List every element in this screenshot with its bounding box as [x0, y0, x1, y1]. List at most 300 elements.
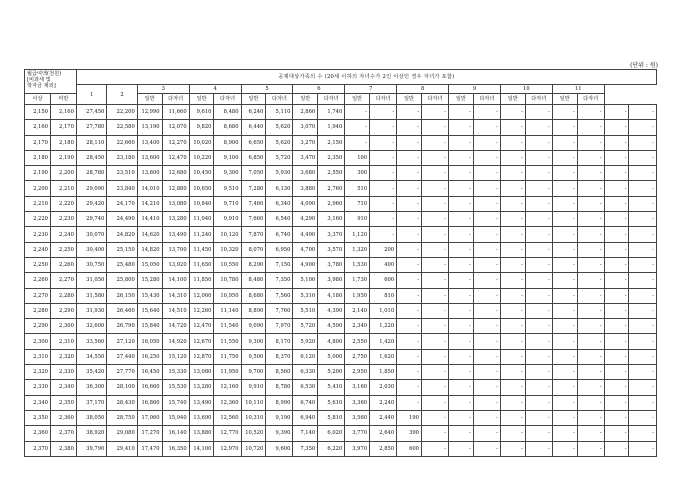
tax-amount-cell: 8,480: [214, 105, 241, 120]
tax-amount-cell: 6,120: [293, 349, 318, 364]
tax-amount-cell: -: [421, 380, 448, 395]
table-row: [25, 410, 657, 425]
multichild-header: 다자녀: [266, 94, 293, 105]
tax-amount-cell: 10,110: [241, 395, 266, 410]
tax-amount-cell: -: [525, 166, 552, 181]
tax-amount-cell: 14,410: [137, 212, 162, 227]
table-row: [25, 257, 657, 272]
tax-amount-cell: 4,700: [293, 242, 318, 257]
tax-amount-cell: 1,120: [345, 227, 370, 242]
tax-amount-cell: 10,220: [189, 150, 214, 165]
tax-amount-cell: -: [525, 410, 552, 425]
tax-amount-cell: -: [629, 196, 657, 211]
tax-amount-cell: 8,170: [266, 334, 293, 349]
tax-amount-cell: -: [604, 105, 629, 120]
tax-amount-cell: -: [397, 242, 422, 257]
income-bound-cell: 2,310: [25, 349, 51, 364]
income-bound-cell: 2,360: [25, 426, 51, 441]
tax-amount-cell: 16,050: [137, 334, 162, 349]
tax-amount-cell: 6,020: [318, 426, 345, 441]
table-row: [25, 441, 657, 456]
tax-amount-cell: -: [421, 426, 448, 441]
general-header: 일반: [137, 94, 162, 105]
tax-amount-cell: 15,640: [137, 303, 162, 318]
tax-amount-cell: 5,610: [318, 395, 345, 410]
table-row: [25, 395, 657, 410]
tax-amount-cell: 30,400: [76, 242, 106, 257]
family-count-row: [25, 85, 657, 94]
tax-amount-cell: -: [552, 227, 577, 242]
tax-amount-cell: -: [370, 212, 397, 227]
tax-amount-cell: -: [552, 410, 577, 425]
col-above-header: 이상: [25, 94, 51, 105]
tax-amount-cell: 10,550: [214, 257, 241, 272]
family-count-2: 2: [107, 85, 137, 105]
general-header: 일반: [241, 94, 266, 105]
tax-amount-cell: 22,580: [107, 120, 137, 135]
tax-amount-cell: -: [500, 120, 525, 135]
tax-amount-cell: 3,160: [318, 212, 345, 227]
multichild-header: 다자녀: [473, 94, 500, 105]
tax-amount-cell: 8,370: [266, 349, 293, 364]
tax-amount-cell: -: [629, 334, 657, 349]
tax-amount-cell: 9,710: [214, 196, 241, 211]
tax-amount-cell: -: [345, 120, 370, 135]
tax-amount-cell: -: [449, 150, 474, 165]
table-row: [25, 212, 657, 227]
tax-amount-cell: -: [525, 426, 552, 441]
tax-amount-cell: -: [421, 395, 448, 410]
tax-amount-cell: 14,010: [137, 181, 162, 196]
tax-amount-cell: 25,800: [107, 273, 137, 288]
tax-amount-cell: -: [525, 319, 552, 334]
tax-amount-cell: 5,720: [266, 150, 293, 165]
tax-amount-cell: 12,990: [137, 105, 162, 120]
tax-amount-cell: 6,240: [241, 105, 266, 120]
tax-amount-cell: 9,910: [241, 380, 266, 395]
income-bound-cell: 2,370: [50, 426, 76, 441]
tax-amount-cell: -: [397, 105, 422, 120]
tax-amount-cell: 3,370: [318, 227, 345, 242]
tax-amount-cell: 12,260: [189, 303, 214, 318]
tax-amount-cell: -: [500, 380, 525, 395]
tax-amount-cell: -: [604, 212, 629, 227]
tax-amount-cell: -: [577, 196, 604, 211]
income-bound-cell: 2,190: [25, 166, 51, 181]
tax-amount-cell: -: [421, 349, 448, 364]
tax-amount-cell: -: [345, 135, 370, 150]
tax-amount-cell: -: [552, 365, 577, 380]
withholding-tax-table: [24, 69, 657, 457]
family-count-3: 3: [137, 85, 189, 94]
tax-amount-cell: -: [473, 441, 500, 456]
tax-amount-cell: -: [500, 410, 525, 425]
tax-amount-cell: 1,850: [370, 365, 397, 380]
tax-amount-cell: 6,740: [293, 395, 318, 410]
tax-amount-cell: -: [525, 120, 552, 135]
tax-amount-cell: -: [604, 196, 629, 211]
tax-amount-cell: -: [473, 380, 500, 395]
income-bound-cell: 2,220: [25, 212, 51, 227]
tax-amount-cell: 13,490: [162, 227, 189, 242]
tax-amount-cell: -: [552, 303, 577, 318]
tax-amount-cell: -: [397, 395, 422, 410]
tax-amount-cell: -: [525, 273, 552, 288]
family-count-6: 6: [293, 85, 345, 94]
tax-amount-cell: 3,560: [345, 410, 370, 425]
tax-amount-cell: -: [397, 196, 422, 211]
tax-amount-cell: -: [473, 334, 500, 349]
multichild-header: 다자녀: [525, 94, 552, 105]
tax-amount-cell: 1,730: [345, 273, 370, 288]
tax-amount-cell: 6,940: [293, 410, 318, 425]
tax-amount-cell: 14,510: [162, 303, 189, 318]
tax-amount-cell: -: [421, 334, 448, 349]
tax-amount-cell: -: [629, 135, 657, 150]
tax-amount-cell: -: [604, 365, 629, 380]
tax-amount-cell: -: [397, 166, 422, 181]
tax-amount-cell: -: [397, 380, 422, 395]
tax-amount-cell: 390: [397, 426, 422, 441]
tax-amount-cell: 14,720: [162, 319, 189, 334]
tax-amount-cell: 2,960: [318, 196, 345, 211]
tax-amount-cell: 5,620: [266, 120, 293, 135]
tax-amount-cell: -: [449, 441, 474, 456]
tax-amount-cell: -: [397, 181, 422, 196]
tax-amount-cell: -: [421, 212, 448, 227]
family-count-10: 10: [500, 85, 552, 94]
family-count-1: 1: [76, 85, 106, 105]
tax-amount-cell: 8,990: [266, 395, 293, 410]
tax-amount-cell: -: [552, 242, 577, 257]
tax-amount-cell: -: [500, 334, 525, 349]
tax-amount-cell: 4,590: [318, 319, 345, 334]
income-bound-cell: 2,320: [25, 365, 51, 380]
tax-amount-cell: 13,190: [137, 120, 162, 135]
tax-amount-cell: -: [629, 426, 657, 441]
tax-amount-cell: 15,280: [137, 273, 162, 288]
tax-amount-cell: -: [473, 135, 500, 150]
tax-amount-cell: 2,550: [345, 334, 370, 349]
table-row: [25, 227, 657, 242]
tax-amount-cell: 12,470: [162, 150, 189, 165]
tax-amount-cell: 11,540: [214, 319, 241, 334]
income-bound-cell: 2,280: [50, 288, 76, 303]
tax-amount-cell: -: [449, 273, 474, 288]
tax-amount-cell: 8,480: [241, 273, 266, 288]
tax-amount-cell: 31,050: [76, 273, 106, 288]
tax-amount-cell: 7,870: [241, 227, 266, 242]
tax-amount-cell: -: [577, 288, 604, 303]
tax-amount-cell: -: [604, 257, 629, 272]
tax-amount-cell: 10,310: [241, 410, 266, 425]
general-header: 일반: [500, 94, 525, 105]
tax-amount-cell: 14,100: [162, 273, 189, 288]
table-row: [25, 150, 657, 165]
tax-amount-cell: 3,470: [293, 150, 318, 165]
tax-amount-cell: 400: [370, 257, 397, 272]
tax-amount-cell: 3,770: [345, 426, 370, 441]
family-count-8: 8: [397, 85, 449, 94]
tax-amount-cell: 12,160: [214, 380, 241, 395]
table-row: [25, 273, 657, 288]
tax-amount-cell: 3,270: [293, 135, 318, 150]
tax-amount-cell: 15,050: [137, 257, 162, 272]
tax-amount-cell: -: [500, 105, 525, 120]
tax-amount-cell: 23,180: [107, 150, 137, 165]
tax-amount-cell: -: [473, 242, 500, 257]
tax-amount-cell: -: [397, 135, 422, 150]
tax-amount-cell: -: [604, 120, 629, 135]
tax-amount-cell: -: [552, 150, 577, 165]
tax-amount-cell: -: [552, 212, 577, 227]
tax-amount-cell: 30,750: [76, 257, 106, 272]
tax-amount-cell: 27,780: [76, 120, 106, 135]
tax-amount-cell: 10,320: [214, 242, 241, 257]
tax-amount-cell: -: [604, 181, 629, 196]
tax-amount-cell: -: [552, 380, 577, 395]
tax-amount-cell: -: [397, 319, 422, 334]
tax-amount-cell: -: [449, 181, 474, 196]
tax-amount-cell: 14,620: [137, 227, 162, 242]
tax-amount-cell: 13,690: [189, 410, 214, 425]
tax-amount-cell: 15,840: [137, 319, 162, 334]
tax-amount-cell: -: [449, 365, 474, 380]
tax-amount-cell: 5,410: [318, 380, 345, 395]
tax-amount-cell: 14,310: [162, 288, 189, 303]
tax-amount-cell: -: [552, 288, 577, 303]
tax-amount-cell: 28,450: [76, 150, 106, 165]
tax-amount-cell: 8,780: [266, 380, 293, 395]
tax-amount-cell: 9,100: [214, 150, 241, 165]
tax-amount-cell: -: [421, 365, 448, 380]
table-row: [25, 365, 657, 380]
tax-amount-cell: 1,220: [370, 319, 397, 334]
multichild-header: 다자녀: [577, 94, 604, 105]
income-bound-cell: 2,160: [25, 120, 51, 135]
tax-amount-cell: -: [604, 273, 629, 288]
tax-amount-cell: -: [604, 334, 629, 349]
income-bound-cell: 2,270: [50, 273, 76, 288]
tax-amount-cell: 22,200: [107, 105, 137, 120]
tax-amount-cell: -: [449, 288, 474, 303]
tax-amount-cell: 29,740: [76, 212, 106, 227]
tax-amount-cell: -: [370, 105, 397, 120]
tax-amount-cell: 16,140: [162, 426, 189, 441]
tax-amount-cell: 5,000: [318, 349, 345, 364]
tax-amount-cell: 23,840: [107, 181, 137, 196]
tax-amount-cell: 2,860: [293, 105, 318, 120]
tax-amount-cell: -: [449, 319, 474, 334]
tax-amount-cell: 3,680: [293, 166, 318, 181]
tax-amount-cell: -: [525, 242, 552, 257]
tax-amount-cell: 11,850: [189, 273, 214, 288]
income-bound-cell: 2,330: [50, 365, 76, 380]
tax-amount-cell: -: [500, 365, 525, 380]
table-row: [25, 181, 657, 196]
tax-amount-cell: 3,570: [318, 242, 345, 257]
tax-amount-cell: -: [449, 380, 474, 395]
income-bound-cell: 2,230: [50, 212, 76, 227]
tax-amount-cell: 13,080: [189, 365, 214, 380]
tax-amount-cell: -: [473, 273, 500, 288]
table-row: [25, 319, 657, 334]
tax-amount-cell: -: [421, 288, 448, 303]
tax-amount-cell: 810: [370, 288, 397, 303]
tax-amount-cell: -: [552, 135, 577, 150]
tax-amount-cell: -: [370, 181, 397, 196]
tax-amount-cell: 5,100: [293, 273, 318, 288]
tax-amount-cell: -: [449, 227, 474, 242]
tax-amount-cell: -: [421, 441, 448, 456]
tax-amount-cell: -: [473, 426, 500, 441]
tax-amount-cell: -: [370, 166, 397, 181]
tax-amount-cell: 17,270: [137, 426, 162, 441]
tax-amount-cell: -: [577, 395, 604, 410]
tax-amount-cell: -: [370, 227, 397, 242]
tax-amount-cell: -: [525, 380, 552, 395]
tax-amount-cell: -: [577, 426, 604, 441]
tax-amount-cell: 8,290: [241, 257, 266, 272]
income-bound-cell: 2,210: [50, 181, 76, 196]
income-bound-cell: 2,150: [25, 105, 51, 120]
tax-amount-cell: 2,550: [318, 166, 345, 181]
tax-amount-cell: 13,490: [189, 395, 214, 410]
income-bound-cell: 2,250: [50, 242, 76, 257]
income-bound-cell: 2,380: [50, 441, 76, 456]
tax-amount-cell: 12,770: [214, 426, 241, 441]
tax-amount-cell: 34,550: [76, 349, 106, 364]
tax-amount-cell: 1,320: [345, 242, 370, 257]
income-bound-cell: 2,370: [25, 441, 51, 456]
tax-amount-cell: -: [449, 349, 474, 364]
tax-amount-cell: 26,150: [107, 288, 137, 303]
tax-amount-cell: 13,700: [162, 242, 189, 257]
tax-amount-cell: 24,170: [107, 196, 137, 211]
tax-amount-cell: -: [370, 120, 397, 135]
tax-amount-cell: 5,510: [293, 303, 318, 318]
tax-amount-cell: -: [577, 150, 604, 165]
tax-amount-cell: 30,070: [76, 227, 106, 242]
tax-amount-cell: 12,060: [189, 288, 214, 303]
income-bound-cell: 2,200: [25, 181, 51, 196]
tax-amount-cell: 7,050: [241, 166, 266, 181]
tax-amount-cell: 14,100: [189, 441, 214, 456]
income-bound-cell: 2,240: [50, 227, 76, 242]
income-bound-cell: 2,300: [25, 334, 51, 349]
tax-amount-cell: 1,530: [345, 257, 370, 272]
tax-amount-cell: -: [577, 257, 604, 272]
tax-amount-cell: -: [525, 196, 552, 211]
tax-amount-cell: -: [473, 181, 500, 196]
tax-amount-cell: -: [473, 105, 500, 120]
tax-amount-cell: 1,010: [370, 303, 397, 318]
table-row: [25, 242, 657, 257]
tax-amount-cell: 15,430: [137, 288, 162, 303]
tax-amount-cell: 39,790: [76, 441, 106, 456]
tax-amount-cell: -: [577, 349, 604, 364]
tax-amount-cell: 9,910: [214, 212, 241, 227]
tax-amount-cell: 300: [345, 166, 370, 181]
tax-amount-cell: 5,620: [266, 135, 293, 150]
income-bound-cell: 2,300: [50, 319, 76, 334]
tax-amount-cell: 9,390: [266, 426, 293, 441]
tax-amount-cell: 28,110: [76, 135, 106, 150]
tax-amount-cell: -: [604, 135, 629, 150]
tax-amount-cell: -: [577, 441, 604, 456]
tax-amount-cell: 7,350: [266, 273, 293, 288]
tax-amount-cell: -: [577, 135, 604, 150]
income-bound-cell: 2,290: [50, 303, 76, 318]
tax-amount-cell: -: [449, 135, 474, 150]
income-title-line: [비과세 및: [27, 77, 51, 83]
tax-amount-cell: -: [500, 227, 525, 242]
tax-amount-cell: -: [577, 410, 604, 425]
tax-amount-cell: 12,560: [214, 410, 241, 425]
income-bound-cell: 2,360: [50, 410, 76, 425]
tax-amount-cell: 15,940: [162, 410, 189, 425]
tax-amount-cell: -: [500, 166, 525, 181]
tax-amount-cell: 3,780: [318, 257, 345, 272]
tax-amount-cell: 16,660: [137, 380, 162, 395]
tax-amount-cell: -: [473, 365, 500, 380]
income-bound-cell: 2,310: [50, 334, 76, 349]
tax-amount-cell: 12,360: [214, 395, 241, 410]
tax-amount-cell: 7,140: [293, 426, 318, 441]
tax-amount-cell: 7,660: [241, 212, 266, 227]
tax-amount-cell: 7,760: [266, 303, 293, 318]
tax-amount-cell: -: [629, 273, 657, 288]
tax-amount-cell: 28,750: [107, 410, 137, 425]
tax-table-body: [25, 105, 657, 457]
tax-amount-cell: -: [629, 242, 657, 257]
tax-amount-cell: -: [397, 212, 422, 227]
tax-amount-cell: 7,350: [293, 441, 318, 456]
tax-amount-cell: -: [525, 334, 552, 349]
tax-amount-cell: 17,470: [137, 441, 162, 456]
tax-amount-cell: 13,280: [189, 380, 214, 395]
tax-amount-cell: 3,980: [318, 273, 345, 288]
tax-amount-cell: -: [552, 319, 577, 334]
tax-amount-cell: -: [421, 105, 448, 120]
tax-amount-cell: 10,950: [214, 288, 241, 303]
tax-amount-cell: -: [604, 380, 629, 395]
tax-amount-cell: -: [449, 166, 474, 181]
income-title-line: 학자금 제외]: [27, 83, 56, 89]
tax-amount-cell: -: [421, 273, 448, 288]
tax-amount-cell: -: [577, 120, 604, 135]
tax-amount-cell: -: [604, 242, 629, 257]
income-bound-cell: 2,250: [25, 257, 51, 272]
tax-amount-cell: -: [449, 242, 474, 257]
tax-amount-cell: -: [473, 166, 500, 181]
tax-amount-cell: 14,820: [137, 242, 162, 257]
tax-amount-cell: -: [397, 273, 422, 288]
tax-amount-cell: 12,680: [162, 166, 189, 181]
general-header: 일반: [449, 94, 474, 105]
tax-amount-cell: 35,420: [76, 365, 106, 380]
tax-amount-cell: 6,220: [318, 441, 345, 456]
multichild-header: 다자녀: [214, 94, 241, 105]
tax-amount-cell: 1,740: [318, 105, 345, 120]
tax-amount-cell: -: [449, 303, 474, 318]
income-bound-cell: 2,220: [50, 196, 76, 211]
tax-amount-cell: -: [629, 257, 657, 272]
tax-amount-cell: 38,920: [76, 426, 106, 441]
table-row: [25, 135, 657, 150]
income-bound-cell: 2,180: [50, 135, 76, 150]
tax-amount-cell: -: [500, 426, 525, 441]
